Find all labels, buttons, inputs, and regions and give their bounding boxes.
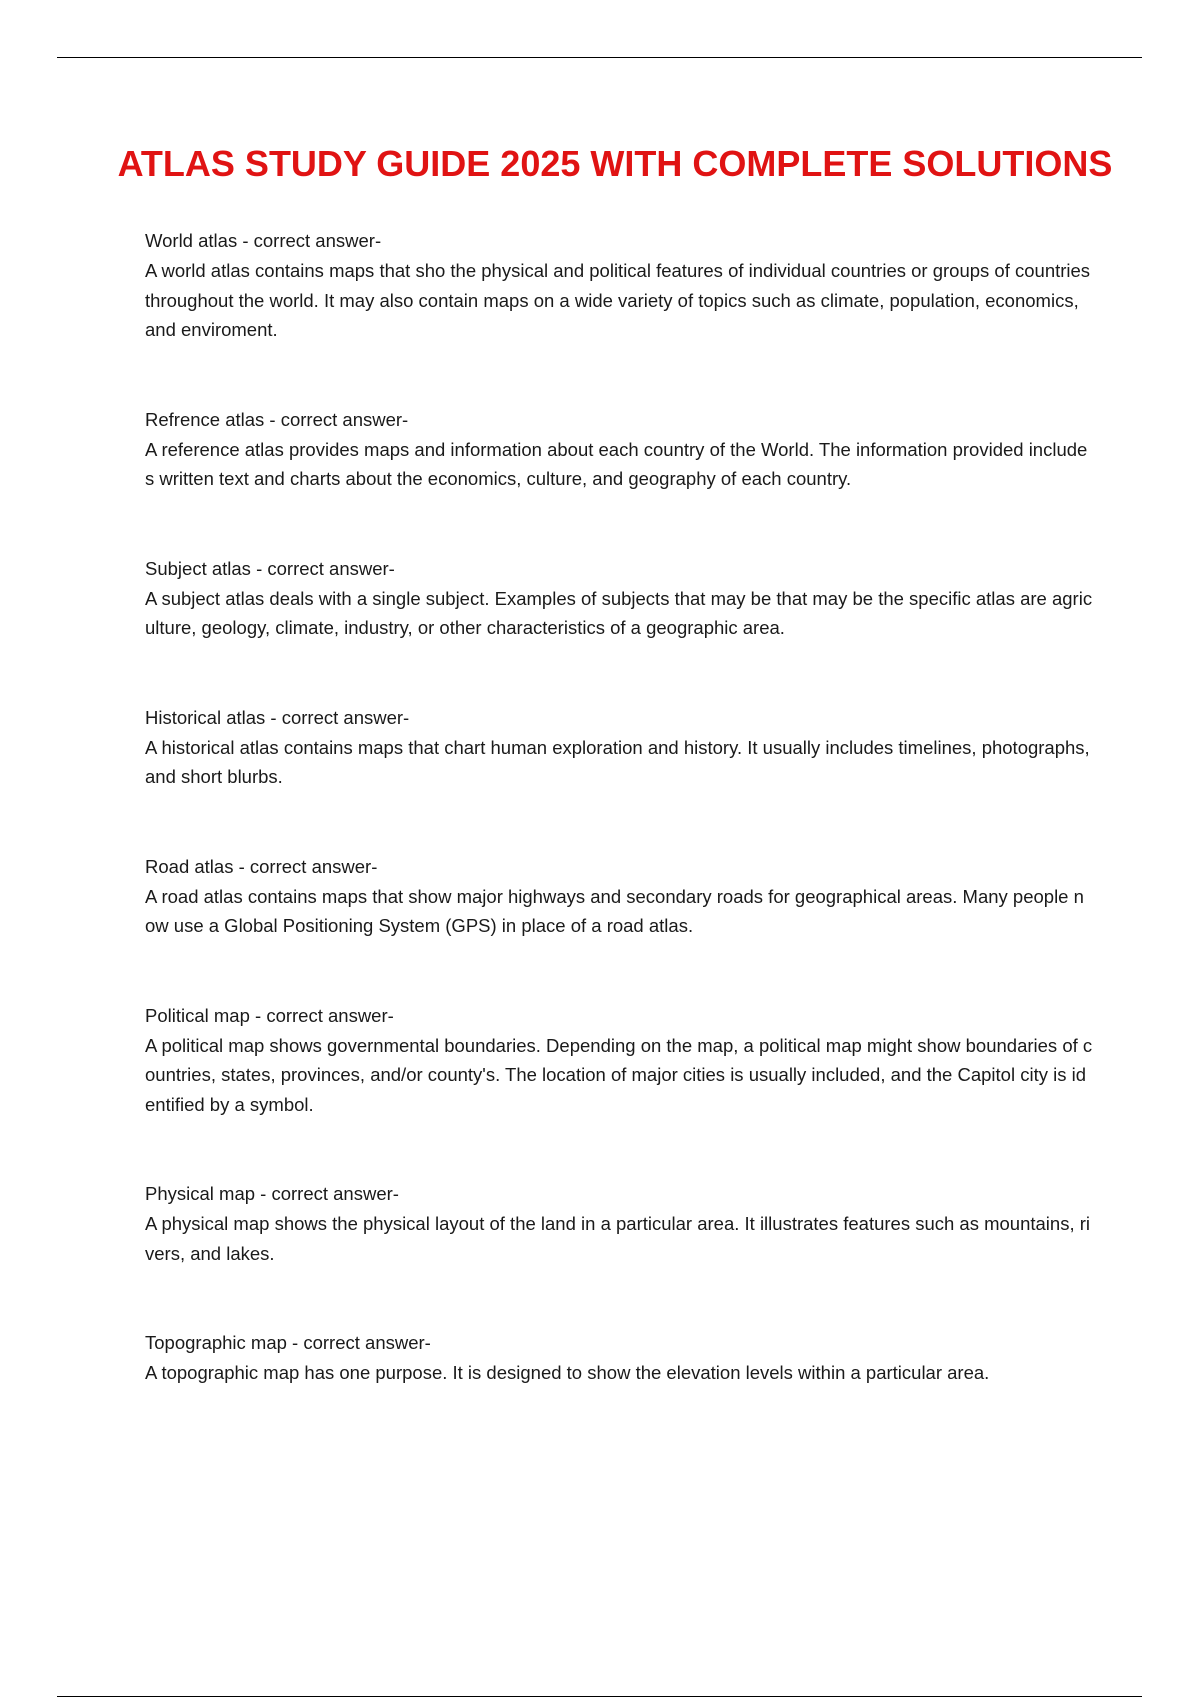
entry-political-map xyxy=(145,1001,1093,1120)
entry-term: Topographic map - correct answer- xyxy=(145,1332,431,1353)
entry-definition: A reference atlas provides maps and information about each country of the World. The information provided includes written text and charts about the economics, culture, and geography of each country. xyxy=(145,438,1088,489)
page-title: ATLAS STUDY GUIDE 2025 WITH COMPLETE SOLUTIONS xyxy=(117,143,1113,184)
entry-world-atlas xyxy=(145,226,1093,345)
entry-definition: A world atlas contains maps that sho the physical and political features of individual countries or groups of countries throughout the world. It may also contain maps on a wide variety of topics such as climate, population, economics, and enviroment. xyxy=(145,260,1091,340)
entry-term: Physical map - correct answer- xyxy=(145,1183,399,1204)
entry-term: Subject atlas - correct answer- xyxy=(145,557,395,579)
entry-subject-atlas xyxy=(145,554,1093,643)
entry-term: Political map - correct answer- xyxy=(145,1004,394,1026)
entry-reference-atlas xyxy=(145,405,1093,494)
bottom-divider xyxy=(57,1696,1142,1697)
entry-historical-atlas xyxy=(145,703,1093,792)
entry-definition: A physical map shows the physical layout of the land in a particular area. It illustrates features such as mountains, rivers, and lakes. xyxy=(145,1213,1091,1264)
entry-definition: A historical atlas contains maps that chart human exploration and history. It usually includes timelines, photographs, and short blurbs. xyxy=(145,736,1090,787)
entry-definition: A road atlas contains maps that show major highways and secondary roads for geographical areas. Many people now use a Global Positioning System (GPS) in place of a road atlas. xyxy=(145,885,1084,936)
top-divider xyxy=(57,57,1142,58)
study-guide-body xyxy=(145,226,1093,1388)
entry-definition: A topographic map has one purpose. It is designed to show the elevation levels within a particular area. xyxy=(145,1362,990,1383)
entry-topographic-map xyxy=(145,1328,1093,1388)
entry-physical-map xyxy=(145,1179,1093,1268)
entry-definition: A subject atlas deals with a single subject. Examples of subjects that may be that may be the specific atlas are agriculture, geology, climate, industry, or other characteristics of a geographic area. xyxy=(145,587,1093,638)
entry-road-atlas xyxy=(145,852,1093,941)
entry-term: Refrence atlas - correct answer- xyxy=(145,408,409,430)
entry-term: Historical atlas - correct answer- xyxy=(145,706,410,728)
entry-definition: A political map shows governmental boundaries. Depending on the map, a political map might show boundaries of countries, states, provinces, and/or county's. The location of major cities is usually included, and the Capitol city is identified by a symbol. xyxy=(145,1034,1093,1115)
entry-term: World atlas - correct answer- xyxy=(145,230,382,251)
entry-term: Road atlas - correct answer- xyxy=(145,855,378,877)
